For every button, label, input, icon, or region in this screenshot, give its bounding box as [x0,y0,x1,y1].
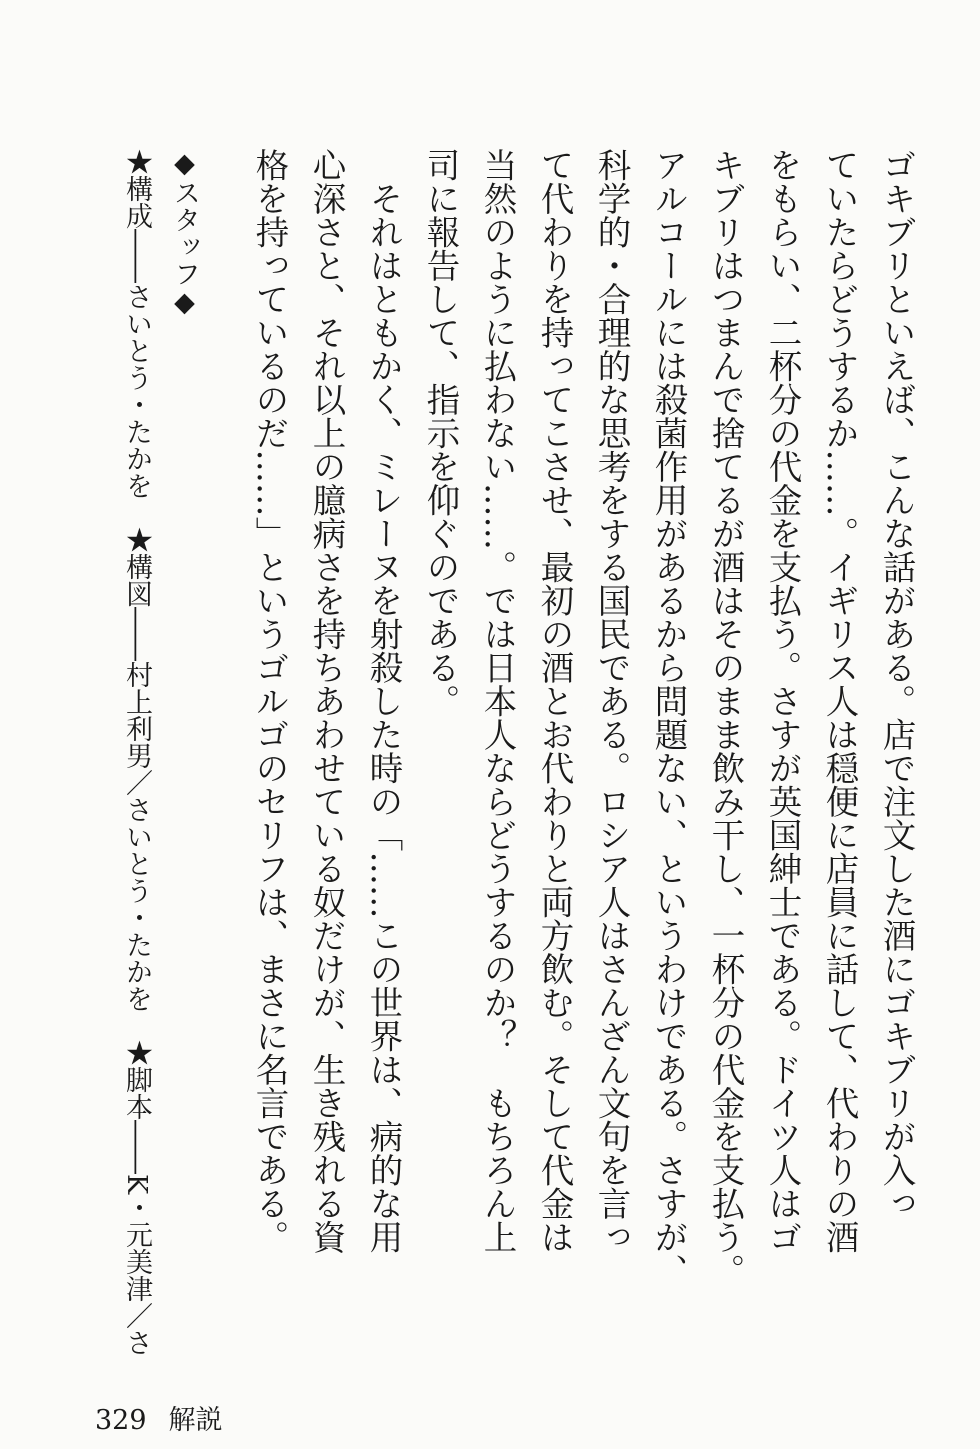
page-number: 329 [95,1405,147,1436]
text-line: 格を持っているのだ……」というゴルゴのセリフは、まさに名言である。 [250,148,289,1254]
staff-credits: ★構成――さいとう・たかを ★構図――村上利男／さいとう・たかを ★脚本――K・元美津／さ [121,148,152,1357]
page-footer [95,1398,245,1437]
text-line: それはともかく、ミレーヌを射殺した時の「……この世界は、病的な用 [364,148,403,1254]
staff-section [112,148,208,1356]
text-line: ていたらどうするか……。イギリス人は穏便に店員に話して、代わりの酒 [820,148,859,1254]
body-text [241,148,925,1287]
text-line: 司に報告して、指示を仰ぐのである。 [421,148,460,718]
text-line: ゴキブリといえば、こんな話がある。店で注文した酒にゴキブリが入っ [877,148,916,1220]
text-line: 心深さと、それ以上の臆病さを持ちあわせている奴だけが、生き残れる資 [307,148,346,1254]
text-line: アルコールには殺菌作用があるから問題ない、というわけである。さすが、 [649,148,688,1287]
staff-heading: ◆スタッフ◆ [169,148,200,318]
text-line: 科学的・合理的な思考をする国民である。ロシア人はさんざん文句を言っ [592,148,631,1254]
text-line: 当然のように払わない……。では日本人ならどうするのか？ もちろん上 [478,148,517,1254]
section-title: 解説 [168,1405,223,1436]
text-line: キブリはつまんで捨てるが酒はそのまま飲み干し、一杯分の代金を支払う。 [706,148,745,1287]
text-line: をもらい、二杯分の代金を支払う。さすが英国紳士である。ドイツ人はゴ [763,148,802,1254]
text-line: て代わりを持ってこさせ、最初の酒とお代わりと両方飲む。そして代金は [535,148,574,1254]
